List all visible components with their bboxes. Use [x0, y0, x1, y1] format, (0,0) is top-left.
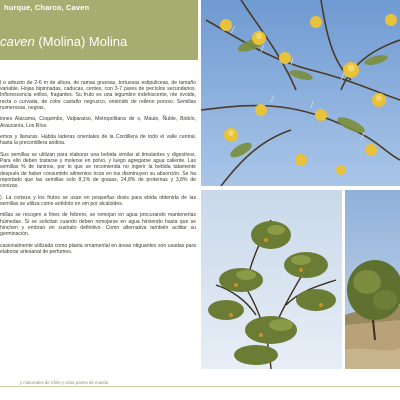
- propagation-paragraph: millas se recogen a fines de febrero, se remojan en agua procurando mantenerlas húmedas. Si se solicitan cuando deben remojarse en agua hirviendo hasta que se hinchen y embran en sustrato definitivo. Como alternativa también acilitar su germinación.: [0, 212, 196, 238]
- description-paragraph: l o arbusto de 2-6 m de altura, de ramas gruesas, tortuosas estipuliceas, de tamaño variable. Hojas bipinnadas, caducas, centes, con 3-7 pares de pecíolos secundarios. Inflorescencia erillos, fragantes. Su fruto es una legumbre indehiscente, nte ovoide, recta o curvada, de color castaño negruzco, ontenido de relleno poroso. Semillas numerosas, negras,: [0, 80, 196, 111]
- scientific-name: [0, 34, 196, 49]
- scientific-species: caven: [0, 34, 35, 49]
- footer-divider: [0, 386, 400, 387]
- other-uses-paragraph: casionalmente utilizada como planta ornamental en áreas ntiguantes son usadas para elaborar artesanal de perfumes.: [0, 242, 196, 255]
- scientific-author: (Molina) Molina: [34, 34, 128, 49]
- medicinal-use-paragraph: ). La corteza y los frutos se usan en pequeñas dosis para ebida obtenida de las semillas se utiliza como antídoto en om por alcaloides.: [0, 194, 196, 207]
- distribution-paragraph: iones Atacama, Coquimbo, Valparaíso, Metropolitana de s, Maule, Ñuble, Biobío, Araucanía, Los Ríos.: [0, 116, 196, 129]
- acacia-tree-photo: [201, 190, 342, 369]
- habitat-paragraph: emos y llanuras. Habita laderas orientales de la Cordillera de todo el valle central, hasta la precordillera andina.: [0, 134, 196, 147]
- species-description: [0, 80, 196, 260]
- page-footer: y matorrales de Chile y otras partes de mundo: [20, 380, 109, 385]
- food-use-paragraph: Sus semillas se utilizan para elaborar una bebida similar al timulantes y digestivos. Para ello deben tostarse y molerse en polvo, y luego agregarse agua caliente. Las semillas % de taninos, por lo que se recomienda no ingerir la bebida tatamente después de haber consumido alimentos ricos en tos disminuyen su absorción. Se ha reportado que las semillas solo 8,1% de grasas, 24,8% de proteínas y 3,8% de cenizas.: [0, 152, 196, 190]
- common-names: hurque, Charco, Caven: [4, 3, 90, 12]
- acacia-shrub-landscape-photo: [345, 190, 400, 369]
- acacia-flowers-photo: [201, 0, 400, 186]
